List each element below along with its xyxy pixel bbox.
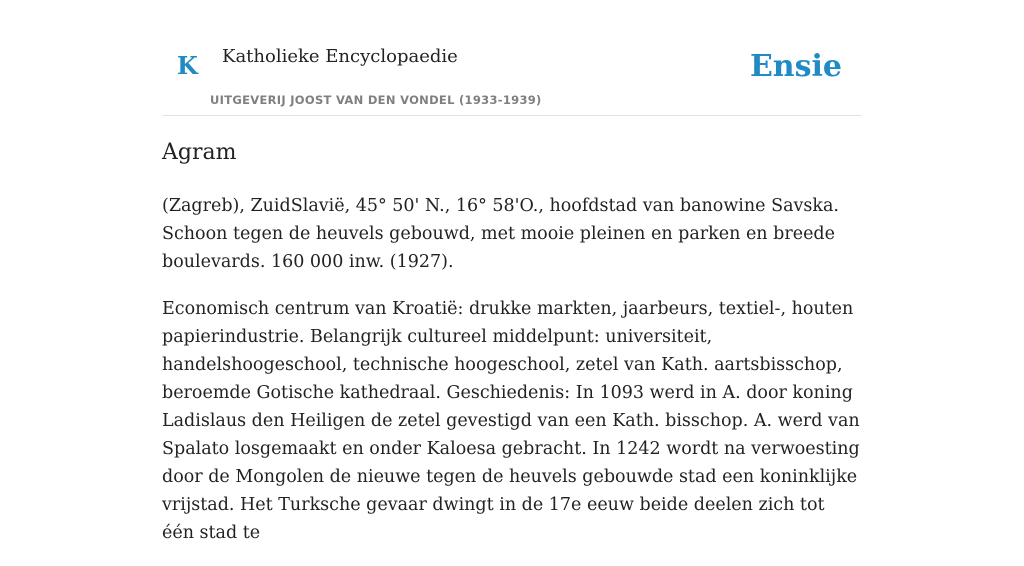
source-subtitle: UITGEVERIJ JOOST VAN DEN VONDEL (1933-1939) bbox=[210, 93, 542, 107]
source-logo[interactable]: K bbox=[177, 51, 198, 80]
page-header bbox=[162, 0, 862, 116]
article-body bbox=[162, 192, 862, 566]
article-paragraph: (Zagreb), ZuidSlavië, 45° 50' N., 16° 58'O., hoofdstad van banowine Savska. Schoon tegen de heuvels gebouwd, met mooie pleinen en parken en breede boulevards. 160 000 inw. (1927). bbox=[162, 196, 839, 272]
source-title-link[interactable]: Katholieke Encyclopaedie bbox=[222, 46, 458, 67]
page bbox=[162, 0, 862, 543]
article-paragraph: Economisch centrum van Kroatië: drukke markten, jaarbeurs, textiel-, houten papierindustrie. Belangrijk cultureel middelpunt: universiteit, handelshoogeschool, technische hoogeschool, zetel van Kath. aartsbisschop, beroemde Gotische kathedraal. Geschiedenis: In 1093 werd in A. door koning Ladislaus den Heiligen de zetel gevestigd van een Kath. bisschop. A. werd van Spalato losgemaakt en onder Kaloesa gebracht. In 1242 wordt na verwoesting door de Mongolen de nieuwe tegen de heuvels gebouwde stad een koninklijke vrijstad. Het Turksche gevaar dwingt in de 17e eeuw beide deelen zich tot één stad te bbox=[162, 299, 860, 543]
ensie-logo-link[interactable]: Ensie bbox=[749, 49, 842, 84]
article-title: Agram bbox=[162, 140, 237, 165]
